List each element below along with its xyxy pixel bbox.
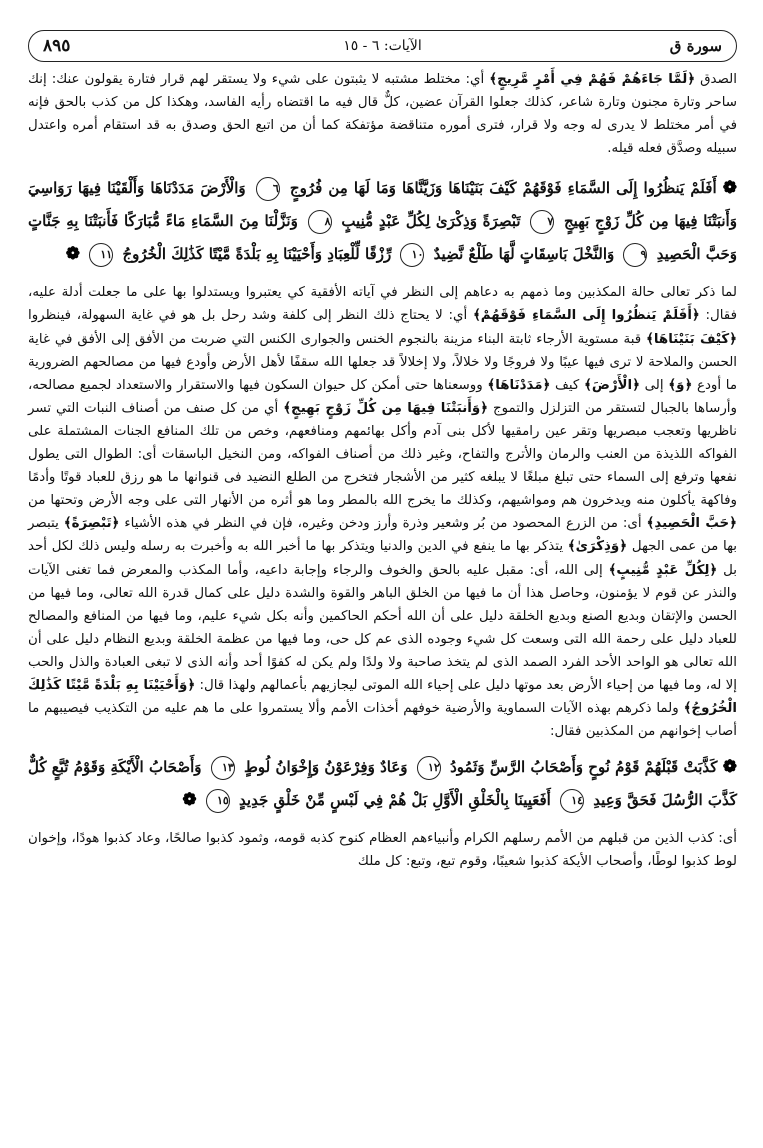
quran-verses-block-1 (28, 172, 737, 271)
quran-quote: ﴿مَدَدْنَاهَا﴾ (487, 377, 551, 393)
verse-number-13: ١٣ (211, 756, 235, 780)
verse-13: وَعَادٌ وَفِرْعَوْنُ وَإِخْوَانُ لُوطٍ (244, 758, 408, 777)
verse-14: وَأَصْحَابُ الْأَيْكَةِ وَقَوْمُ تُبَّعٍ كُلٌّ كَذَّبَ الرُّسُلَ فَحَقَّ وَعِيدِ (28, 758, 737, 810)
verse-10: وَالنَّخْلَ بَاسِقَاتٍ لَّهَا طَلْعٌ نَّضِيدٌ (433, 245, 615, 264)
verse-6: أَفَلَمْ يَنظُرُوا إِلَى السَّمَاءِ فَوْقَهُمْ كَيْفَ بَنَيْنَاهَا وَزَيَّنَّاهَا وَمَا لَهَا مِن فُرُوجٍ (289, 179, 717, 198)
page-number: ٨٩٥ (43, 36, 71, 56)
verse-15: أَفَعَيِينَا بِالْخَلْقِ الْأَوَّلِ بَلْ هُمْ فِي لَبْسٍ مِّنْ خَلْقٍ جَدِيدٍ (239, 791, 551, 810)
verse-number-9: ٩ (623, 243, 647, 267)
verse-number-8: ٨ (308, 210, 332, 234)
tafsir-text: ولما ذكرهم بهذه الآيات السماوية والأرضية خوفهم أخذات الأمم وألا يستمروا على ما هم عليه من التكذيب فيصيبهم ما أصاب إخوانهم من المكذبين فقال: (28, 701, 737, 740)
verse-number-15: ١٥ (206, 789, 230, 813)
tafsir-paragraph-1 (28, 68, 737, 160)
tafsir-text: إلى الله، أى: مقبل عليه بالحق والخوف والرجاء وإجابة داعيه، وأما المكذب والمعرض فما تغنى الآيات والنذر عن قوم لا يؤمنون، وحاصل هذا أن ما فيها من الخلق الباهر والقوة والشدة دليل على كمال قدرة الله تعالى، وما فيها من الحسن والإتقان وبديع الصنع وبديع الخلقة دليل على أن الله أحكم الحاكمين وأنه بكل شيء عليم، وما فيها من المنافع والمصالح للعباد دليل على رحمة الله التى وسعت كل شيء وجوده الذى عم كل حى، وما فيها من عظمة الخلقة وبديع النظام دليل على أن الله تعالى هو الواحد الأحد الفرد الصمد الذى لم يتخذ صاحبة ولا ولدًا ولم يكن له كفوًا أحد وأنه الذى لا تبغى العبادة والذل والحب إلا له، وما فيها من إحياء الأرض بعد موتها دليل على إحياء الله الموتى ليجازيهم بأعمالهم ولهذا قال: (28, 562, 737, 693)
quran-quote: ﴿لِكُلِّ عَبْدٍ مُّنِيبٍ﴾ (608, 562, 718, 578)
quran-quote: ﴿أَفَلَمْ يَنظُرُوا إِلَى السَّمَاءِ فَوْقَهُمْ﴾ (472, 308, 700, 324)
quran-quote: ﴿وَ﴾ (668, 377, 693, 393)
end-ornament-icon: ❁ (182, 790, 197, 811)
quran-quote: ﴿حَبَّ الْحَصِيدِ﴾ (646, 516, 737, 532)
tafsir-text: قبة مستوية الأرجاء ثابتة البناء مزينة بالنجوم الخنس والجوارى الكنس التي ضربت من الأفق إلى الأفق في غاية الحسن والملاحة لا ترى فيها عيبًا ولا فروجًا ولا خلالاً، ولا إخلالاً قد جعلها الله سقفًا لأهل الأرض وأودع فيها من مصالحهم الضرورية ما أودع (28, 331, 738, 393)
tafsir-text: أي: لا يحتاج ذلك النظر إلى كلفة وشد رحل بل هو في غاية السهولة، فينظروا (28, 308, 468, 324)
quran-quote: ﴿وَأَحْيَيْنَا بِهِ بَلْدَةً مَّيْتًا كَذَٰلِكَ الْخُرُوجُ﴾ (28, 677, 737, 717)
lead-word: الصدق (700, 72, 737, 87)
verse-12: كَذَّبَتْ قَبْلَهُمْ قَوْمُ نُوحٍ وَأَصْحَابُ الرَّسِّ وَثَمُودُ (450, 758, 718, 777)
tafsir-text: أى: من الزرع المحصود من بُر وشعير وذرة وأرز ودخن وغيره، فإن في النظر في هذه الأشياء (124, 516, 642, 532)
start-ornament-icon: ❁ (722, 757, 737, 778)
verse-number-10: ١٠ (400, 243, 424, 267)
tafsir-text: يتذكر بها ما ينفع في الدين والدنيا ويتذكر بها ما أخبر الله به وأخبرت به رسله وليس ذلك لكل أحد بل (28, 539, 738, 578)
verse-9: وَنَزَّلْنَا مِنَ السَّمَاءِ مَاءً مُّبَارَكًا فَأَنبَتْنَا بِهِ جَنَّاتٍ وَحَبَّ الْحَصِيدِ (28, 212, 737, 264)
tafsir-paragraph-2 (28, 281, 737, 743)
quran-quote: ﴿الْأَرْضَ﴾ (583, 377, 640, 393)
tafsir-text: أي من كل صنف من أصناف النبات التي تسر ناظريها وتعجب مبصريها وتقر عين رامقيها لأكل بنى آدم وأكل بهائمهم ومنافعهم، وخص من تلك المنافع الجنات المشتملة على الفواكه اللذيذة من العنب والرمان والأترج والتفاح، وغير ذلك من أصناف الفواكه، ومن النخيل الباسقات أى: الطوال التى يطول نفعها وترفع إلى السماء حتى تبلغ مبلغًا لا يبلغه كثير من الأشجار فتخرج من الطلع النضيد فى قنوانها ما هو رزق للعباد قوتًا وأدمًا وفاكهة يأكلون منه ويدخرون هم ومواشيهم، وكذلك ما يخرج الله بالمطر وما هو أثره من الأنهار التى على وجه الأرض وتحتها من (28, 400, 737, 509)
end-ornament-icon: ❁ (65, 244, 80, 265)
tafsir-text: ووسعناها حتى أمكن كل حيوان السكون فيها والاستقرار والاستعداد لجميع مصالحه، وأرساها بالجبال لتستقر من التزلزل والتموج (28, 377, 737, 416)
surah-name: سورة ق (669, 37, 722, 55)
tafsir-text: لما ذكر تعالى حالة المكذبين وما ذمهم به دعاهم إلى النظر في آياته الأفقية كي يعتبروا ويستدلوا بها على ما جعلت أدلة عليه، فقال: (28, 285, 737, 324)
tafsir-paragraph-3 (28, 827, 737, 873)
tafsir-text: أى: كذب الذين من قبلهم من الأمم رسلهم الكرام وأنبياءهم العظام كنوح كذبه قومه، وثمود كذبوا صالحًا، وعاد كذبوا هودًا، وإخوان لوط كذبوا لوطًا، وأصحاب الأيكة كذبوا شعيبًا، وقوم تبع، وتبع: كل ملك (28, 831, 737, 870)
verse-number-6: ٦ (256, 177, 280, 201)
tafsir-text: أي: مختلط مشتبه لا يثبتون على شيء ولا يستقر لهم قرار فتارة يقولون عنك: إنك ساحر وتارة مجنون وتارة شاعر، كذلك جعلوا القرآن عضين، كلٌّ قال فيه ما اقتضاه رأيه الفاسد، وهكذا كل من كذب بالحق فإنه في أمر مختلط لا يدرى له وجه ولا قرار، فترى أموره متناقضة مؤتفكة كما أن من اتبع الحق وصدق به قد استقام أمره واعتدل سبيله وصدَّق فعله قيله. (28, 72, 737, 157)
quran-quote: ﴿كَيْفَ بَنَيْنَاهَا﴾ (646, 331, 737, 347)
verse-number-7: ٧ (530, 210, 554, 234)
verse-number-11: ١١ (89, 243, 113, 267)
ayat-range: الآيات: ٦ - ١٥ (343, 38, 422, 54)
tafsir-text: إلى (644, 377, 664, 393)
tafsir-text: كيف (555, 377, 580, 393)
verse-7: وَالْأَرْضَ مَدَدْنَاهَا وَأَلْقَيْنَا فِيهَا رَوَاسِيَ وَأَنبَتْنَا فِيهَا مِن كُلِّ زَوْجٍ بَهِيجٍ (28, 179, 737, 231)
verse-8: تَبْصِرَةً وَذِكْرَىٰ لِكُلِّ عَبْدٍ مُّنِيبٍ (341, 212, 521, 231)
quran-verses-block-2 (28, 751, 737, 817)
quran-quote: ﴿لَمَّا جَاءَهُمْ فَهُمْ فِي أَمْرٍ مَّرِيجٍ﴾ (489, 72, 696, 87)
verse-number-12: ١٢ (417, 756, 441, 780)
page-header (28, 30, 737, 62)
quran-quote: ﴿وَذِكْرَىٰ﴾ (567, 539, 628, 555)
quran-quote: ﴿تَبْصِرَةً﴾ (63, 516, 120, 532)
quran-quote: ﴿وَأَنبَتْنَا فِيهَا مِن كُلِّ زَوْجٍ بَهِيجٍ﴾ (283, 400, 488, 416)
start-ornament-icon: ❁ (722, 178, 737, 199)
mushaf-page (0, 30, 763, 1148)
verse-11: رِّزْقًا لِّلْعِبَادِ وَأَحْيَيْنَا بِهِ بَلْدَةً مَّيْتًا كَذَٰلِكَ الْخُرُوجُ (122, 245, 392, 264)
tafsir-text: يتبصر بها من عمى الجهل (28, 516, 737, 555)
verse-number-14: ١٤ (560, 789, 584, 813)
